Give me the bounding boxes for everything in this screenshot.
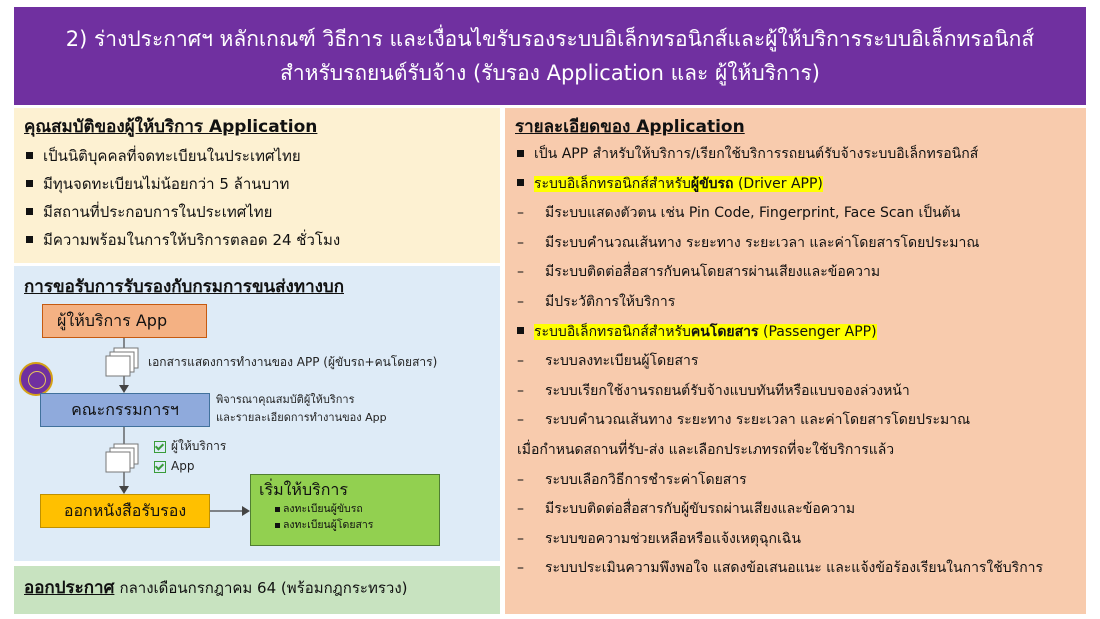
consider-note-line1: พิจารณาคุณสมบัติผู้ให้บริการ <box>216 393 355 406</box>
list-item: – มีระบบติดต่อสื่อสารกับผู้ขับรถผ่านเสียงและข้อความ <box>517 501 856 518</box>
list-item: – ระบบประเมินความพึงพอใจ แสดงข้อเสนอแนะ และแจ้งข้อร้องเรียนในการใช้บริการ <box>517 560 1044 577</box>
announcement-panel <box>14 566 500 614</box>
passenger-app-heading: ระบบอิเล็กทรอนิกส์สำหรับคนโดยสาร (Passenger APP) <box>515 318 1076 348</box>
details-title: รายละเอียดของ Application <box>515 117 745 137</box>
qualifications-title: คุณสมบัติของผู้ให้บริการ Application <box>24 117 318 137</box>
bullet-square-icon <box>26 236 33 243</box>
list-item: – ระบบคำนวณเส้นทาง ระยะทาง ระยะเวลา และค่าโดยสารโดยประมาณ <box>517 412 971 429</box>
document-note: เอกสารแสดงการทำงานของ APP (ผู้ขับรถ+คนโดยสาร) <box>148 355 438 369</box>
list-item: – มีระบบคำนวณเส้นทาง ระยะทาง ระยะเวลา และค่าโดยสารโดยประมาณ <box>517 234 980 251</box>
department-seal-icon <box>19 362 53 396</box>
list-item: – ระบบลงทะเบียนผู้โดยสาร <box>517 353 699 370</box>
header-title-line1: 2) ร่างประกาศฯ หลักเกณฑ์ วิธีการ และเงื่อนไขรับรองระบบอิเล็กทรอนิกส์และผู้ให้บริการระบบอิเล็กทรอนิกส์ <box>65 27 1035 51</box>
start-service-box <box>250 474 440 546</box>
start-service-title: เริ่มให้บริการ <box>259 480 348 499</box>
list-item: – มีประวัติการให้บริการ <box>517 293 676 310</box>
list-item: เป็น APP สำหรับให้บริการ/เรียกใช้บริการรถยนต์รับจ้างระบบอิเล็กทรอนิกส์ <box>515 140 1076 170</box>
qualifications-list <box>24 142 490 254</box>
provider-box: ผู้ให้บริการ App <box>42 304 207 338</box>
list-item: มีความพร้อมในการให้บริการตลอด 24 ชั่วโมง <box>24 226 490 254</box>
bullet-square-icon <box>517 150 524 157</box>
document-stack-icon <box>106 348 138 376</box>
list-item-continuation: เมื่อกำหนดสถานที่รับ-ส่ง และเลือกประเภทรถที่จะใช้บริการแล้ว <box>517 441 895 458</box>
bullet-square-icon <box>517 327 524 334</box>
list-item: – มีระบบแสดงตัวตน เช่น Pin Code, Fingerprint, Face Scan เป็นต้น <box>517 205 961 222</box>
checkbox-checked-icon <box>154 441 166 453</box>
list-item: – ระบบขอความช่วยเหลือหรือแจ้งเหตุฉุกเฉิน <box>517 530 801 547</box>
bullet-square-icon <box>26 180 33 187</box>
qualifications-panel <box>14 108 500 263</box>
check-app: App <box>154 458 194 474</box>
process-panel <box>14 266 500 561</box>
list-item: มีสถานที่ประกอบการในประเทศไทย <box>24 198 490 226</box>
announcement-label: ออกประกาศ <box>24 578 115 598</box>
start-item: ลงทะเบียนผู้โดยสาร <box>259 517 431 533</box>
list-item: เป็นนิติบุคคลที่จดทะเบียนในประเทศไทย <box>24 142 490 170</box>
bullet-square-icon <box>275 523 280 528</box>
bullet-square-icon <box>517 179 524 186</box>
list-item: – ระบบเลือกวิธีการชำระค่าโดยสาร <box>517 471 747 488</box>
header-title-line2: สำหรับรถยนต์รับจ้าง (รับรอง Application และ ผู้ให้บริการ) <box>280 61 820 85</box>
check-provider: ผู้ให้บริการ <box>154 438 226 454</box>
certificate-box: ออกหนังสือรับรอง <box>40 494 210 528</box>
slide-header <box>14 7 1086 105</box>
checkbox-checked-icon <box>154 461 166 473</box>
process-title: การขอรับการรับรองกับกรมการขนส่งทางบก <box>24 277 344 297</box>
document-stack-icon <box>106 444 138 472</box>
committee-box: คณะกรรมการฯ <box>40 393 210 427</box>
list-item: – ระบบเรียกใช้งานรถยนต์รับจ้างแบบทันทีหรือแบบจองล่วงหน้า <box>517 382 910 399</box>
details-panel <box>505 108 1086 614</box>
list-item: มีทุนจดทะเบียนไม่น้อยกว่า 5 ล้านบาท <box>24 170 490 198</box>
consider-note-line2: และรายละเอียดการทำงานของ App <box>216 411 387 424</box>
bullet-square-icon <box>275 507 280 512</box>
bullet-square-icon <box>26 208 33 215</box>
bullet-square-icon <box>26 152 33 159</box>
driver-app-heading: ระบบอิเล็กทรอนิกส์สำหรับผู้ขับรถ (Driver APP) <box>515 170 1076 200</box>
list-item: – มีระบบติดต่อสื่อสารกับคนโดยสารผ่านเสียงและข้อความ <box>517 264 881 281</box>
start-item: ลงทะเบียนผู้ขับรถ <box>259 501 431 517</box>
announcement-text: กลางเดือนกรกฎาคม 64 (พร้อมกฎกระทรวง) <box>119 579 408 597</box>
